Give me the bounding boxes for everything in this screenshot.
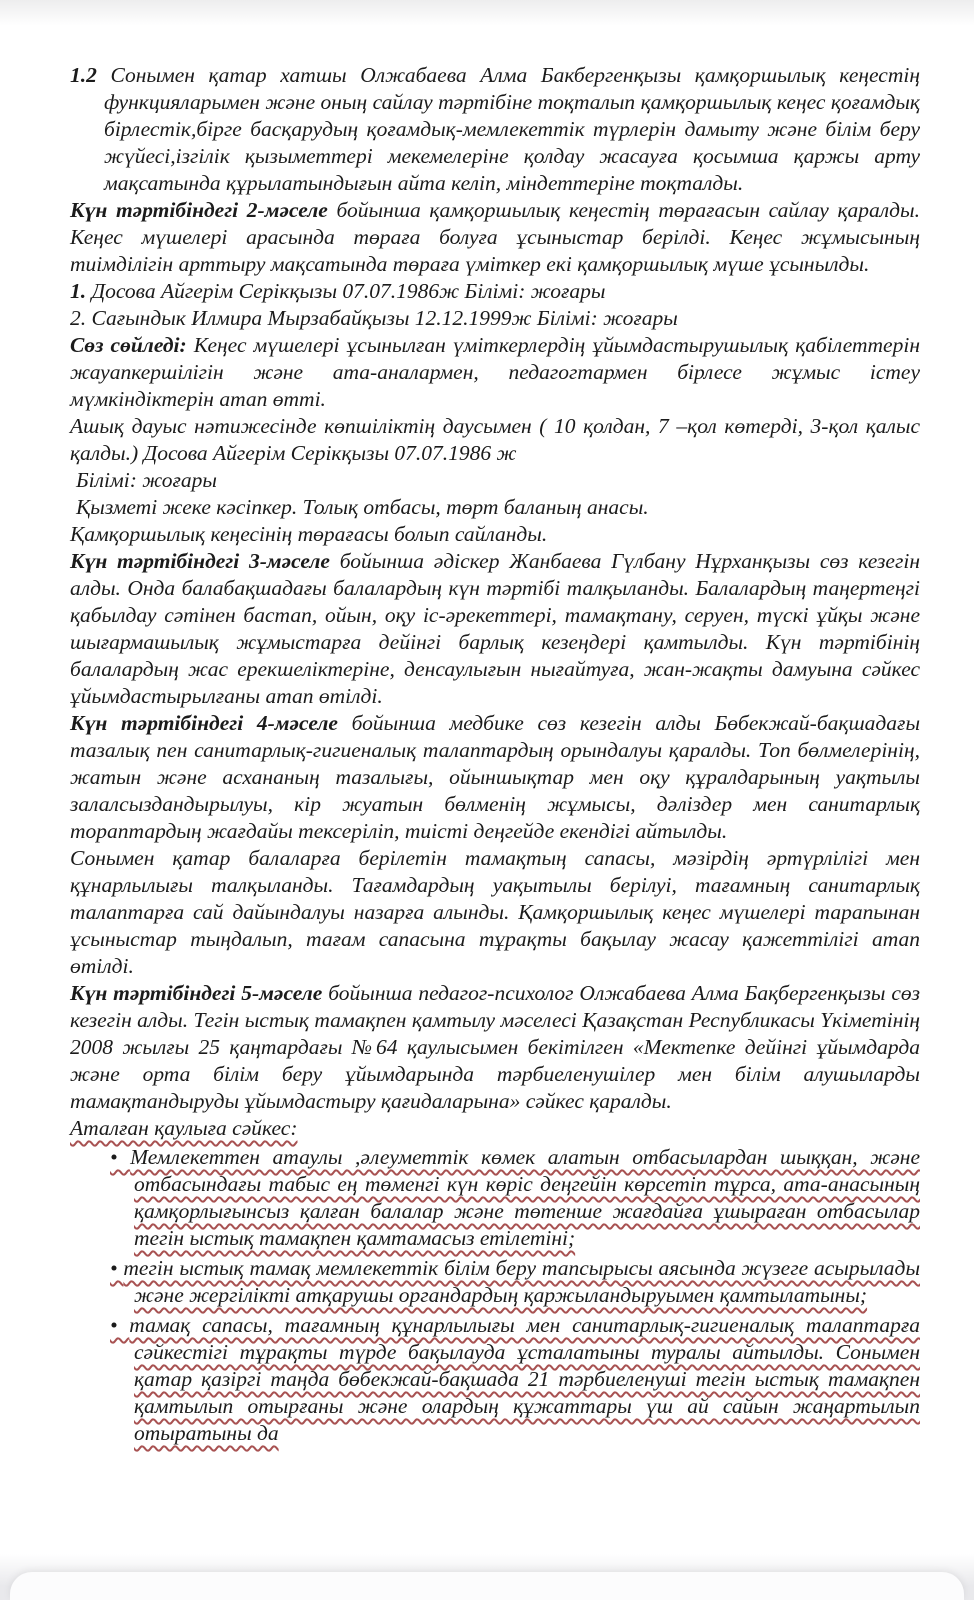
elected-line: Қамқоршылық кеңесінің төрағасы болып сайланды. xyxy=(70,522,548,546)
decree-bullet-item-2: • тегін ыстық тамақ мемлекеттік білім беру тапсырысы аясында жүзеге асырылады және жергілікті атқарушы органдардың қаржыландыруымен қамтылатыны; xyxy=(98,1255,920,1309)
agenda-4-heading: Күн тәртібіндегі 4-мәселе xyxy=(70,711,338,735)
bottom-sheet-panel[interactable] xyxy=(10,1572,964,1600)
paragraph-1-2 xyxy=(70,62,920,197)
agenda-2-heading: Күн тәртібіндегі 2-мәселе xyxy=(70,198,328,222)
agenda-5-heading: Күн тәртібіндегі 5-мәселе xyxy=(70,981,323,1005)
candidate-2-number: 2. xyxy=(70,306,87,330)
voting-result-paragraph: Ашық дауыс нәтижесінде көпшіліктің даусымен ( 10 қолдан, 7 –қол көтерді, 3-қол қалыс қалды.) Досова Айгерім Серікқызы 07.07.1986 ж xyxy=(70,414,920,465)
speech-heading: Сөз сөйледі: xyxy=(70,333,187,357)
agenda-4-text: бойынша медбике сөз кезегін алды Бөбекжай-бақшадағы тазалық пен санитарлық-гигиеналық талаптардың орындалуы қаралды. Топ бөлмелерінің, жатын және асхананың тазалығы, ойыншықтар мен оқу құралдарының уақтылы залалсыздандырылуы, кір жуатын бөлменің жұмысы, дәліздер мен санитарлық тораптардың жағдайы тексеріліп, тиісті деңгейде екендігі айтылды. xyxy=(70,711,921,843)
candidate-1-text: Досова Айгерім Серікқызы 07.07.1986ж Білімі: жоғары xyxy=(86,279,606,303)
agenda-2-text: бойынша қамқоршылық кеңестің төрағасын сайлау қаралды. Кеңес мүшелері арасында төраға болуға ұсыныстар берілді. Кеңес жұмысының тиімділігін арттыру мақсатында төраға үміткер екі қамқоршылық мүше ұсынылды. xyxy=(70,198,920,276)
candidate-2-text: Сағындык Илмира Мырзабайқызы 12.12.1999ж Білімі: жоғары xyxy=(86,306,678,330)
speech-paragraph xyxy=(70,332,920,413)
candidate-line-1 xyxy=(70,278,920,305)
candidate-line-2 xyxy=(70,305,920,332)
agenda-3-paragraph xyxy=(70,548,920,710)
clause-number: 1.2 xyxy=(70,63,97,87)
decree-bullet-item-3: • тамақ сапасы, тағамның құнарлылығы мен санитарлық-гигиеналық талаптарға сәйкестігі тұрақты түрде бақылауда ұсталатыны туралы айтылды. Сонымен қатар қазіргі таңда бөбекжай-бақшада 21 тәрбиеленуші тегін ыстық тамақпен қамтылып отырғаны және олардың құжаттары үш ай сайын жаңартылып отыратыны да xyxy=(98,1312,920,1447)
occupation-line: Қызметі жеке кәсіпкер. Толық отбасы, төрт баланың анасы. xyxy=(76,495,649,519)
agenda-4-continued-paragraph: Сонымен қатар балаларға берілетін тамақтың сапасы, мәзірдің әртүрлілігі мен құнарлылығы талқыланды. Тағамдардың уақытылы берілуі, тағамның санитарлық талаптарға сай дайындалуы назарға алынды. Қамқоршылық кеңес мүшелері тарапынан ұсыныстар тыңдалып, тағам сапасына тұрақты бақылау жасау қажеттілігі атап өтілді. xyxy=(70,846,920,978)
decree-bullet-list xyxy=(70,1144,920,1447)
decree-bullet-item-1: • Мемлекеттен атаулы ,әлеуметтік көмек алатын отбасылардан шыққан, және отбасындағы табыс ең төменгі күн көріс деңгейін көрсетіп тұрса, ата-анасының қамқорлығынсыз қалған балалар және төтенше жағдайға ұшыраған отбасылар тегін ыстық тамақпен қамтамасыз етілетіні; xyxy=(98,1144,920,1252)
speech-text: Кеңес мүшелері ұсынылған үміткерлердің ұйымдастырушылық қабілеттерін жауапкершілігін және ата-аналармен, педагогтармен бірлесе жұмыс істеу мүмкіндіктерін атап өтті. xyxy=(70,333,920,411)
candidate-1-number: 1. xyxy=(70,279,87,303)
agenda-3-text: бойынша әдіскер Жанбаева Гүлбану Нұрханқызы сөз кезегін алды. Онда балабақшадағы балалардың күн тәртібі талқыланды. Балалардың таңертеңгі қабылдау сәтінен бастап, ойын, оқу іс-әрекеттері, тамақтану, серуен, түскі ұйқы және шығармашылық жұмыстарға дейінгі барлық кезеңдері қамтылды. Күн тәртібінің балалардың жас ерекшеліктеріне, денсаулығын нығайтуға, жан-жақты дамуына сәйкес ұйымдастырылғаны атап өтілді. xyxy=(70,549,920,708)
agenda-5-text: бойынша педагог-психолог Олжабаева Алма Бақбергенқызы сөз кезегін алды. Тегін ыстық тамақпен қамтылу мәселесі Қазақстан Республикасы Үкіметінің 2008 жылғы 25 қаңтардағы №64 қаулысымен бекітілген «Мектепке дейінгі ұйымдарда және орта білім беру ұйымдарында тәрбиеленушілер мен білім алушыларды тамақтандыруды ұйымдастыру қағидаларына» сәйкес қаралды. xyxy=(70,981,921,1113)
education-line: Білімі: жоғары xyxy=(76,468,217,492)
agenda-5-paragraph xyxy=(70,980,920,1115)
decree-intro-line: Аталған қаулыға сәйкес: xyxy=(70,1116,298,1140)
clause-text: Сонымен қатар хатшы Олжабаева Алма Бакбергенқызы қамқоршылық кеңестің функцияларымен және оның сайлау тәртібіне тоқталып қамқоршылық кеңес қоғамдық бірлестік,бірге басқарудың қоғамдық-мемлекеттік түрлерін дамыту және білім беру жүйесі,ізгілік қызыметтері мекемелеріне қолдау жасауға қосымша қаржы арту мақсатында құрылатындығын айта келіп, міндеттеріне тоқталды. xyxy=(96,63,920,195)
agenda-3-heading: Күн тәртібіндегі 3-мәселе xyxy=(70,549,330,573)
agenda-2-paragraph xyxy=(70,197,920,278)
agenda-4-paragraph xyxy=(70,710,920,845)
